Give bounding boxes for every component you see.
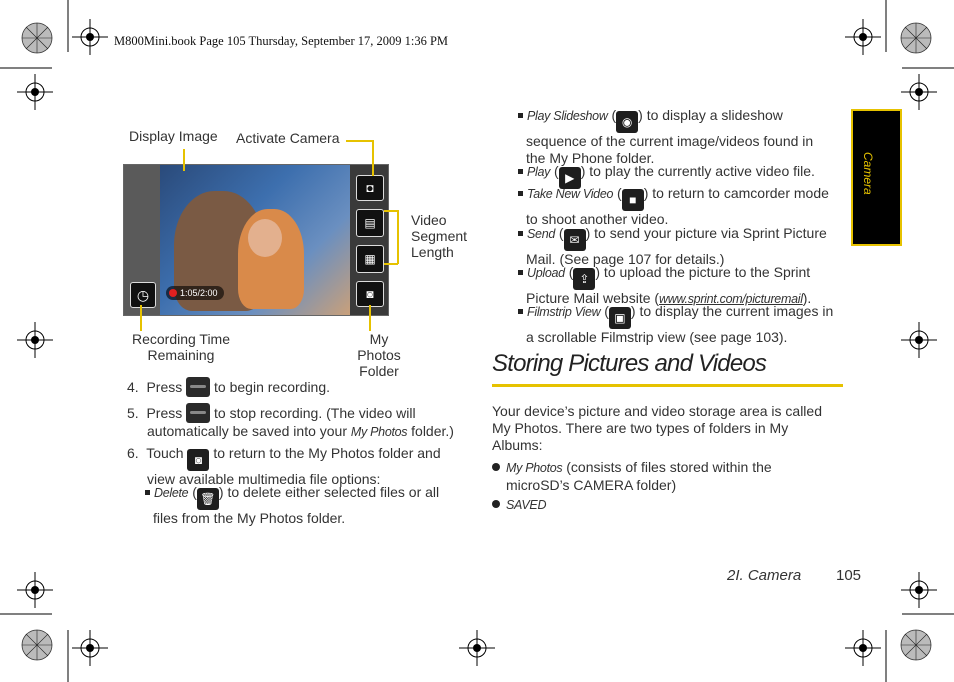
- clock-icon: ◷: [130, 282, 156, 308]
- section-heading: Storing Pictures and Videos: [492, 350, 767, 377]
- my-photos-folder-icon: ◙: [187, 449, 209, 471]
- label-video-segment: Video Segment Length: [411, 212, 468, 260]
- option-play: Play ( ▶ ) to play the currently active video file.: [518, 163, 848, 189]
- recording-timer: 1:05/2:00: [166, 286, 224, 300]
- page-number: 105: [836, 567, 862, 584]
- picturemail-link[interactable]: www.sprint.com/picturemail: [659, 292, 803, 306]
- filmstrip-segment-icon[interactable]: ▤: [356, 209, 384, 237]
- camcorder-icon: ■: [622, 189, 644, 211]
- chapter-tab: [851, 109, 902, 246]
- option-play-slideshow: Play Slideshow ( ◉ ) to display a slideshow sequence of the current image/videos found in the My Phone folder.: [518, 107, 848, 167]
- step-6: 6. Touch ◙ to return to the My Photos folder and view available multimedia file options:: [127, 445, 441, 487]
- play-icon: ▶: [559, 167, 581, 189]
- camera-screen: [123, 164, 389, 316]
- stop-button-icon: [186, 403, 210, 423]
- label-activate-camera: Activate Camera: [236, 130, 340, 146]
- chapter-tab-label: Camera: [861, 152, 875, 195]
- option-send: Send ( ✉ ) to send your picture via Sprint Picture Mail. (See page 107 for details.): [518, 225, 848, 268]
- upload-icon: ⇪: [573, 268, 595, 290]
- option-take-new-video: Take New Video ( ■ ) to return to camcorder mode to shoot another video.: [518, 185, 848, 228]
- option-upload: Upload ( ⇪ ) to upload the picture to the Sprint Picture Mail website (www.sprint.com/picturemail).: [518, 264, 848, 308]
- callout-line: [384, 263, 398, 265]
- my-photos-folder-icon[interactable]: ◙: [356, 281, 384, 307]
- label-recording-time: Recording Time Remaining: [131, 331, 231, 363]
- bullet-my-photos: My Photos (consists of files stored within the microSD’s CAMERA folder): [492, 459, 842, 494]
- callout-line: [346, 140, 373, 142]
- bullet-saved: SAVED: [492, 496, 842, 514]
- page-header: M800Mini.book Page 105 Thursday, September 17, 2009 1:36 PM: [114, 34, 449, 48]
- envelope-icon: ✉: [564, 229, 586, 251]
- step-4: 4. Press to begin recording.: [127, 379, 331, 395]
- heading-rule: [492, 384, 843, 387]
- record-button-icon: [186, 377, 210, 397]
- callout-line: [183, 149, 185, 171]
- filmstrip-icon: ▣: [609, 307, 631, 329]
- label-display-image: Display Image: [129, 128, 218, 144]
- label-my-photos: My Photos Folder: [357, 331, 401, 379]
- section-paragraph: Your device’s picture and video storage area is called My Photos. There are two types of folders in My Albums:: [492, 403, 822, 453]
- step-5: 5. Press to stop recording. (The video will automatically be saved into your My Photos folder.): [127, 405, 454, 439]
- trash-icon: 🗑: [197, 488, 219, 510]
- option-filmstrip-view: Filmstrip View ( ▣ ) to display the current images in a scrollable Filmstrip view (see page 103).: [518, 303, 848, 346]
- callout-line: [384, 210, 398, 212]
- callout-line: [397, 210, 399, 264]
- option-delete: Delete ( 🗑 ) to delete either selected files or all files from the My Photos folder.: [145, 484, 439, 527]
- video-length-icon[interactable]: ▦: [356, 245, 384, 273]
- camera-icon[interactable]: ◘: [356, 175, 384, 201]
- record-indicator-icon: [169, 289, 177, 297]
- callout-line: [372, 140, 374, 176]
- play-circle-icon: ◉: [616, 111, 638, 133]
- footer-section: 2I. Camera: [727, 567, 802, 584]
- callout-line: [140, 305, 142, 331]
- callout-line: [369, 305, 371, 331]
